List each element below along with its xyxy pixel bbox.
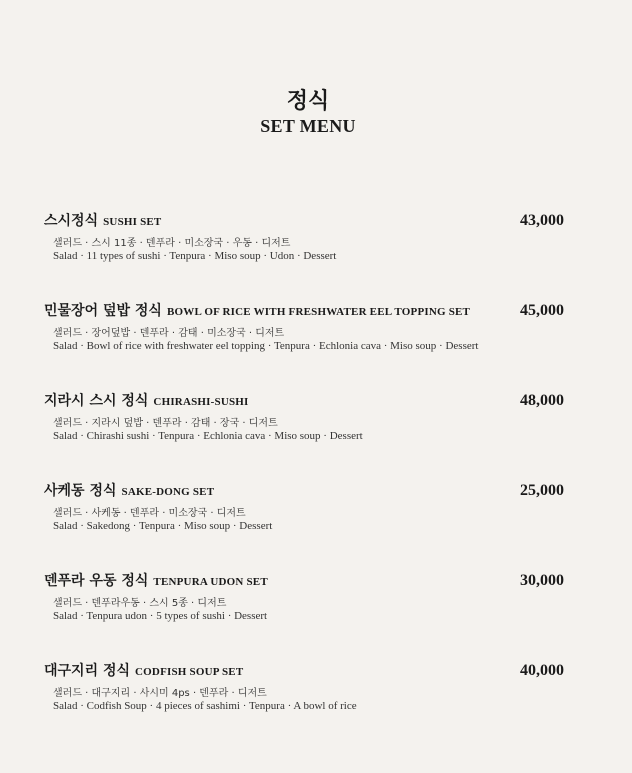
item-description-korean: 샐러드 · 덴푸라우동 · 스시 5종 · 디저트 <box>53 598 227 609</box>
item-description-english: Salad · Bowl of rice with freshwater eel topping · Tenpura · Echlonia cava · Miso soup · Dessert <box>53 340 479 352</box>
item-name-english: CHIRASHI-SUSHI <box>153 396 249 408</box>
item-description-english: Salad · Tenpura udon · 5 types of sushi · Dessert <box>53 610 268 622</box>
item-description-korean: 샐러드 · 대구지리 · 사시미 4ps · 덴푸라 · 디저트 <box>53 688 267 699</box>
item-price: 48,000 <box>520 392 564 409</box>
item-name-korean: 지라시 스시 정식 <box>44 393 149 409</box>
item-name-korean: 스시정식 <box>44 213 99 229</box>
item-description-korean: 샐러드 · 사케동 · 덴푸라 · 미소장국 · 디저트 <box>53 508 246 519</box>
menu-item-sushi-set <box>44 210 572 300</box>
item-name-english: SUSHI SET <box>103 216 162 228</box>
page-title-english: SET MENU <box>260 116 356 136</box>
item-price: 43,000 <box>520 212 564 229</box>
menu-item-tenpura-udon-set <box>44 570 572 660</box>
item-price: 40,000 <box>520 662 564 679</box>
item-name-english: CODFISH SOUP SET <box>135 666 244 678</box>
item-price: 30,000 <box>520 572 564 589</box>
menu-item-sake-dong-set <box>44 480 572 570</box>
item-name-english: TENPURA UDON SET <box>153 576 268 588</box>
menu-list <box>44 210 572 750</box>
item-description-korean: 샐러드 · 지라시 덮밥 · 덴푸라 · 감태 · 장국 · 디저트 <box>53 418 278 429</box>
item-description-english: Salad · Codfish Soup · 4 pieces of sashimi · Tenpura · A bowl of rice <box>53 700 357 712</box>
item-name-korean: 덴푸라 우동 정식 <box>44 573 149 589</box>
item-name-korean: 대구지리 정식 <box>44 663 131 679</box>
item-description-english: Salad · Sakedong · Tenpura · Miso soup · Dessert <box>53 520 273 532</box>
item-price: 45,000 <box>520 302 564 319</box>
item-description-english: Salad · Chirashi sushi · Tenpura · Echlonia cava · Miso soup · Dessert <box>53 430 363 442</box>
item-name-english: SAKE-DONG SET <box>121 486 215 498</box>
item-name-english: BOWL OF RICE WITH FRESHWATER EEL TOPPING SET <box>166 306 471 318</box>
page-title-korean: 정식 <box>286 89 330 114</box>
item-price: 25,000 <box>520 482 564 499</box>
item-description-korean: 샐러드 · 장어덮밥 · 덴푸라 · 감태 · 미소장국 · 디저트 <box>53 328 285 339</box>
item-name-korean: 민물장어 덮밥 정식 <box>44 303 162 319</box>
item-name-korean: 사케동 정식 <box>44 483 117 499</box>
item-description-korean: 샐러드 · 스시 11종 · 덴푸라 · 미소장국 · 우동 · 디저트 <box>53 238 291 249</box>
menu-item-chirashi-sushi <box>44 390 572 480</box>
menu-item-codfish-soup-set <box>44 660 572 750</box>
menu-item-eel-rice-set <box>44 300 572 390</box>
item-description-english: Salad · 11 types of sushi · Tenpura · Miso soup · Udon · Dessert <box>53 250 337 262</box>
